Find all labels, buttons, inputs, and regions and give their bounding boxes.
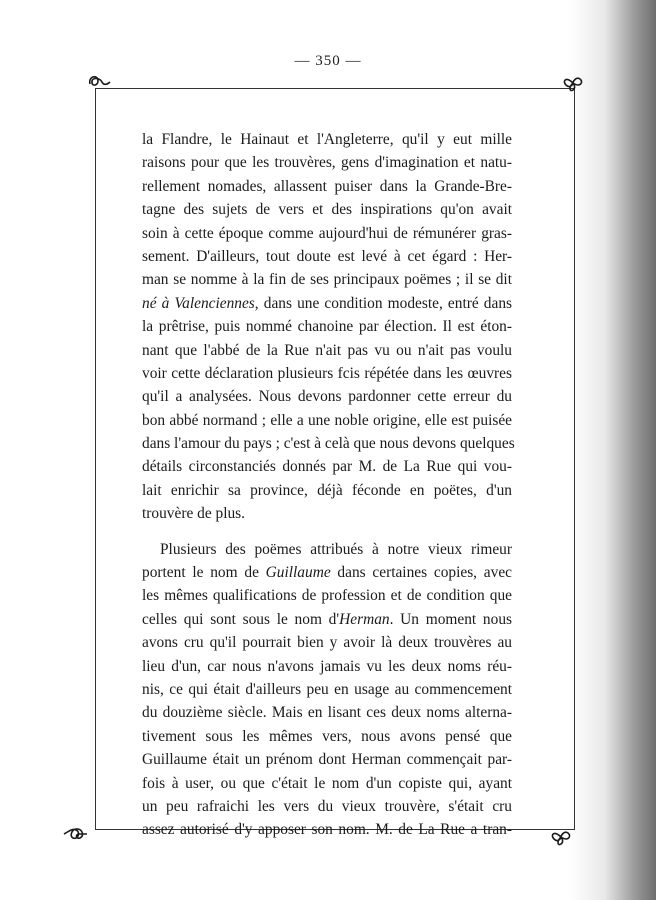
text-line: dans l'amour du pays ; c'est à celà que nous devons quelques — [142, 435, 515, 453]
corner-flourish-icon — [560, 72, 586, 94]
text-line: avons cru qu'il pourrait bien y avoir là deux trouvères au — [142, 634, 512, 652]
text-line: détails circonstanciés donnés par M. de La Rue qui vou- — [142, 458, 512, 476]
corner-flourish-icon — [62, 822, 88, 844]
paragraph — [142, 538, 512, 842]
text-fragment: portent le nom de — [142, 564, 266, 582]
text-line: qu'il a analysées. Nous devons pardonner cette erreur du — [142, 388, 512, 406]
text-line: raisons pour que les trouvères, gens d'imagination et natu- — [142, 154, 512, 172]
text-line: trouvère de plus. — [142, 505, 245, 523]
paragraph — [142, 128, 515, 526]
text-line: voir cette déclaration plusieurs fcis répétée dans les œuvres — [142, 364, 512, 382]
text-line: nis, ce qui était d'ailleurs peu en usage au commencement — [142, 680, 512, 698]
text-line: Plusieurs des poëmes attribués à notre vieux rimeur — [160, 540, 512, 558]
text-line: nant que l'abbé de la Rue n'ait pas vu ou n'ait pas voulu — [142, 341, 512, 359]
text-line — [142, 608, 512, 631]
text-line: sement. D'ailleurs, tout doute est levé à cet égard : Her- — [142, 247, 512, 265]
text-line: tagne des sujets de vers et des inspirations qu'on avait — [142, 201, 512, 219]
text-line — [142, 292, 512, 315]
text-line: lait enrichir sa province, déjà féconde en poëtes, d'un — [142, 481, 512, 499]
corner-flourish-icon — [548, 826, 574, 848]
text-line: rellement nomades, allassent puiser dans la Grande-Bre- — [142, 177, 512, 195]
text-line: la prêtrise, puis nommé chanoine par élection. Il est éton- — [142, 318, 512, 336]
text-fragment: . Un moment nous — [389, 610, 512, 628]
text-fragment: , dans une condition modeste, entré dans — [254, 294, 512, 312]
text-line: man se nomme à la fin de ses principaux poëmes ; il se dit — [142, 271, 512, 289]
text-fragment: dans certaines copies, avec — [330, 564, 512, 582]
paragraph-gap — [142, 526, 512, 538]
text-line: du douzième siècle. Mais en lisant ces deux noms alterna- — [142, 704, 512, 722]
text-line: assez autorisé d'y apposer son nom. M. de La Rue a tran- — [142, 821, 512, 839]
corner-flourish-icon — [86, 70, 112, 92]
body-text — [142, 128, 515, 842]
italic-name: Herman — [339, 610, 390, 628]
text-line: lieu d'un, car nous n'avons jamais vu les deux noms réu- — [142, 657, 512, 675]
text-line: Guillaume était un prénom dont Herman commençait par- — [142, 751, 512, 769]
text-line: bon abbé normand ; elle a une noble origine, elle est puisée — [142, 411, 512, 429]
italic-name: Guillaume — [265, 564, 331, 582]
text-line: soin à cette époque comme aujourd'hui de rémunérer gras- — [142, 224, 512, 242]
text-line: fois à user, ou que c'était le nom d'un copiste qui, ayant — [142, 774, 512, 792]
text-line: les mêmes qualifications de profession et de condition que — [142, 587, 512, 605]
text-fragment: celles qui sont sous le nom d' — [142, 610, 340, 628]
text-line — [142, 561, 512, 584]
text-line: un peu rafraichi les vers du vieux trouvère, s'était cru — [142, 797, 512, 815]
text-line: tivement sous les mêmes vers, nous avons pensé que — [142, 727, 512, 745]
italic-place-name: né à Valenciennes — [142, 294, 255, 312]
text-line: la Flandre, le Hainaut et l'Angleterre, qu'il y eut mille — [142, 131, 512, 148]
page-number: — 350 — — [294, 53, 362, 69]
